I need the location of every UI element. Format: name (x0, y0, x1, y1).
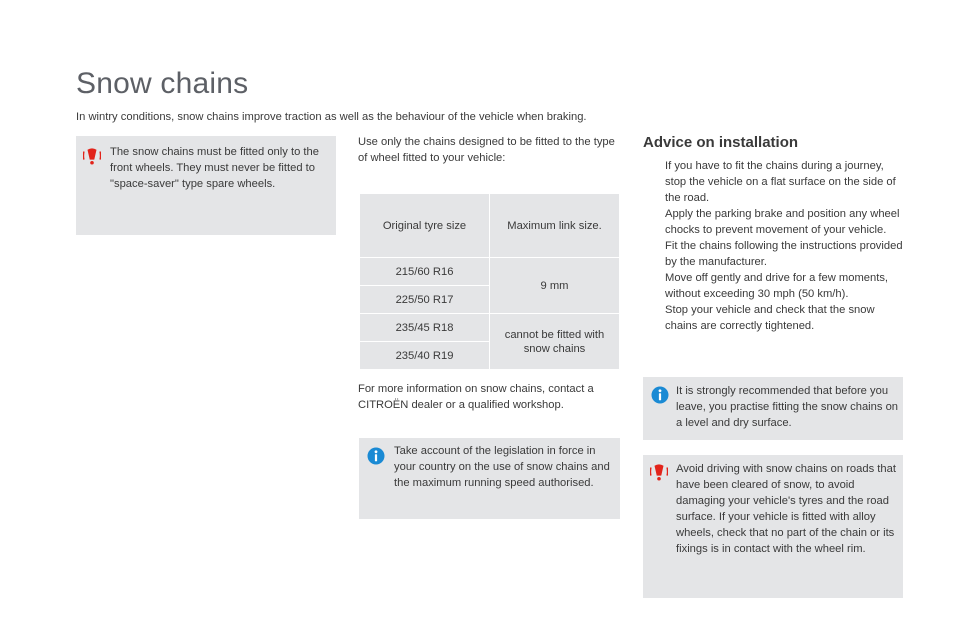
tyre-size-cell: 225/50 R17 (360, 286, 490, 314)
page-title: Snow chains (76, 67, 249, 100)
info-note-text: It is strongly recommended that before you leave, you practise fitting the snow chains on a level and dry surface. (676, 385, 899, 429)
advice-item-text: Apply the parking brake and position any wheel chocks to prevent movement of your vehicle. (665, 208, 900, 236)
advice-item-text: Move off gently and drive for a few moments, without exceeding 30 mph (50 km/h). (665, 272, 889, 300)
tyre-size-cell: 235/45 R18 (360, 314, 490, 342)
advice-heading: Advice on installation (643, 134, 799, 151)
chains-lead-text: Use only the chains designed to be fitted to the type of wheel fitted to your vehicle: (358, 136, 615, 164)
warning-note-front-wheels (76, 136, 336, 235)
table-header-tyre-size: Original tyre size (360, 194, 490, 258)
advice-item-text: Stop your vehicle and check that the snow chains are correctly tightened. (665, 304, 875, 332)
table-header-row (360, 194, 620, 258)
intro-text: In wintry conditions, snow chains improve traction as well as the behaviour of the vehicle when braking. (76, 111, 587, 123)
tyre-size-cell: 235/40 R19 (360, 342, 490, 370)
tyre-size-cell: 215/60 R16 (360, 258, 490, 286)
advice-item-text: Fit the chains following the instructions provided by the manufacturer. (665, 240, 903, 268)
info-note-practise (643, 377, 903, 440)
table-row (360, 314, 620, 342)
list-item (643, 206, 905, 238)
link-size-cell: cannot be fitted with snow chains (490, 314, 620, 370)
list-item (643, 158, 905, 206)
list-item (643, 302, 905, 334)
warning-icon (650, 463, 668, 481)
more-info-text: For more information on snow chains, contact a CITROËN dealer or a qualified workshop. (358, 383, 594, 411)
warning-note-text: The snow chains must be fitted only to the front wheels. They must never be fitted to "space-saver" type spare wheels. (110, 146, 319, 190)
table-row (360, 258, 620, 286)
warning-note-cleared-roads (643, 455, 903, 598)
advice-list (643, 158, 905, 334)
snow-chain-size-table (359, 193, 620, 370)
advice-item-text: If you have to fit the chains during a journey, stop the vehicle on a flat surface on the side of the road. (665, 160, 896, 204)
info-note-text: Take account of the legislation in force in your country on the use of snow chains and the maximum running speed authorised. (394, 445, 610, 489)
warning-note-text: Avoid driving with snow chains on roads that have been cleared of snow, to avoid damaging your vehicle's tyres and the road surface. If your vehicle is fitted with alloy wheels, check that no part of the chain or its fixings is in contact with the wheel rim. (676, 463, 896, 555)
list-item (643, 238, 905, 270)
warning-icon (83, 147, 101, 165)
table-header-link-size: Maximum link size. (490, 194, 620, 258)
info-icon (367, 447, 385, 465)
link-size-cell: 9 mm (490, 258, 620, 314)
info-icon (651, 386, 669, 404)
info-note-legislation (359, 438, 620, 519)
list-item (643, 270, 905, 302)
